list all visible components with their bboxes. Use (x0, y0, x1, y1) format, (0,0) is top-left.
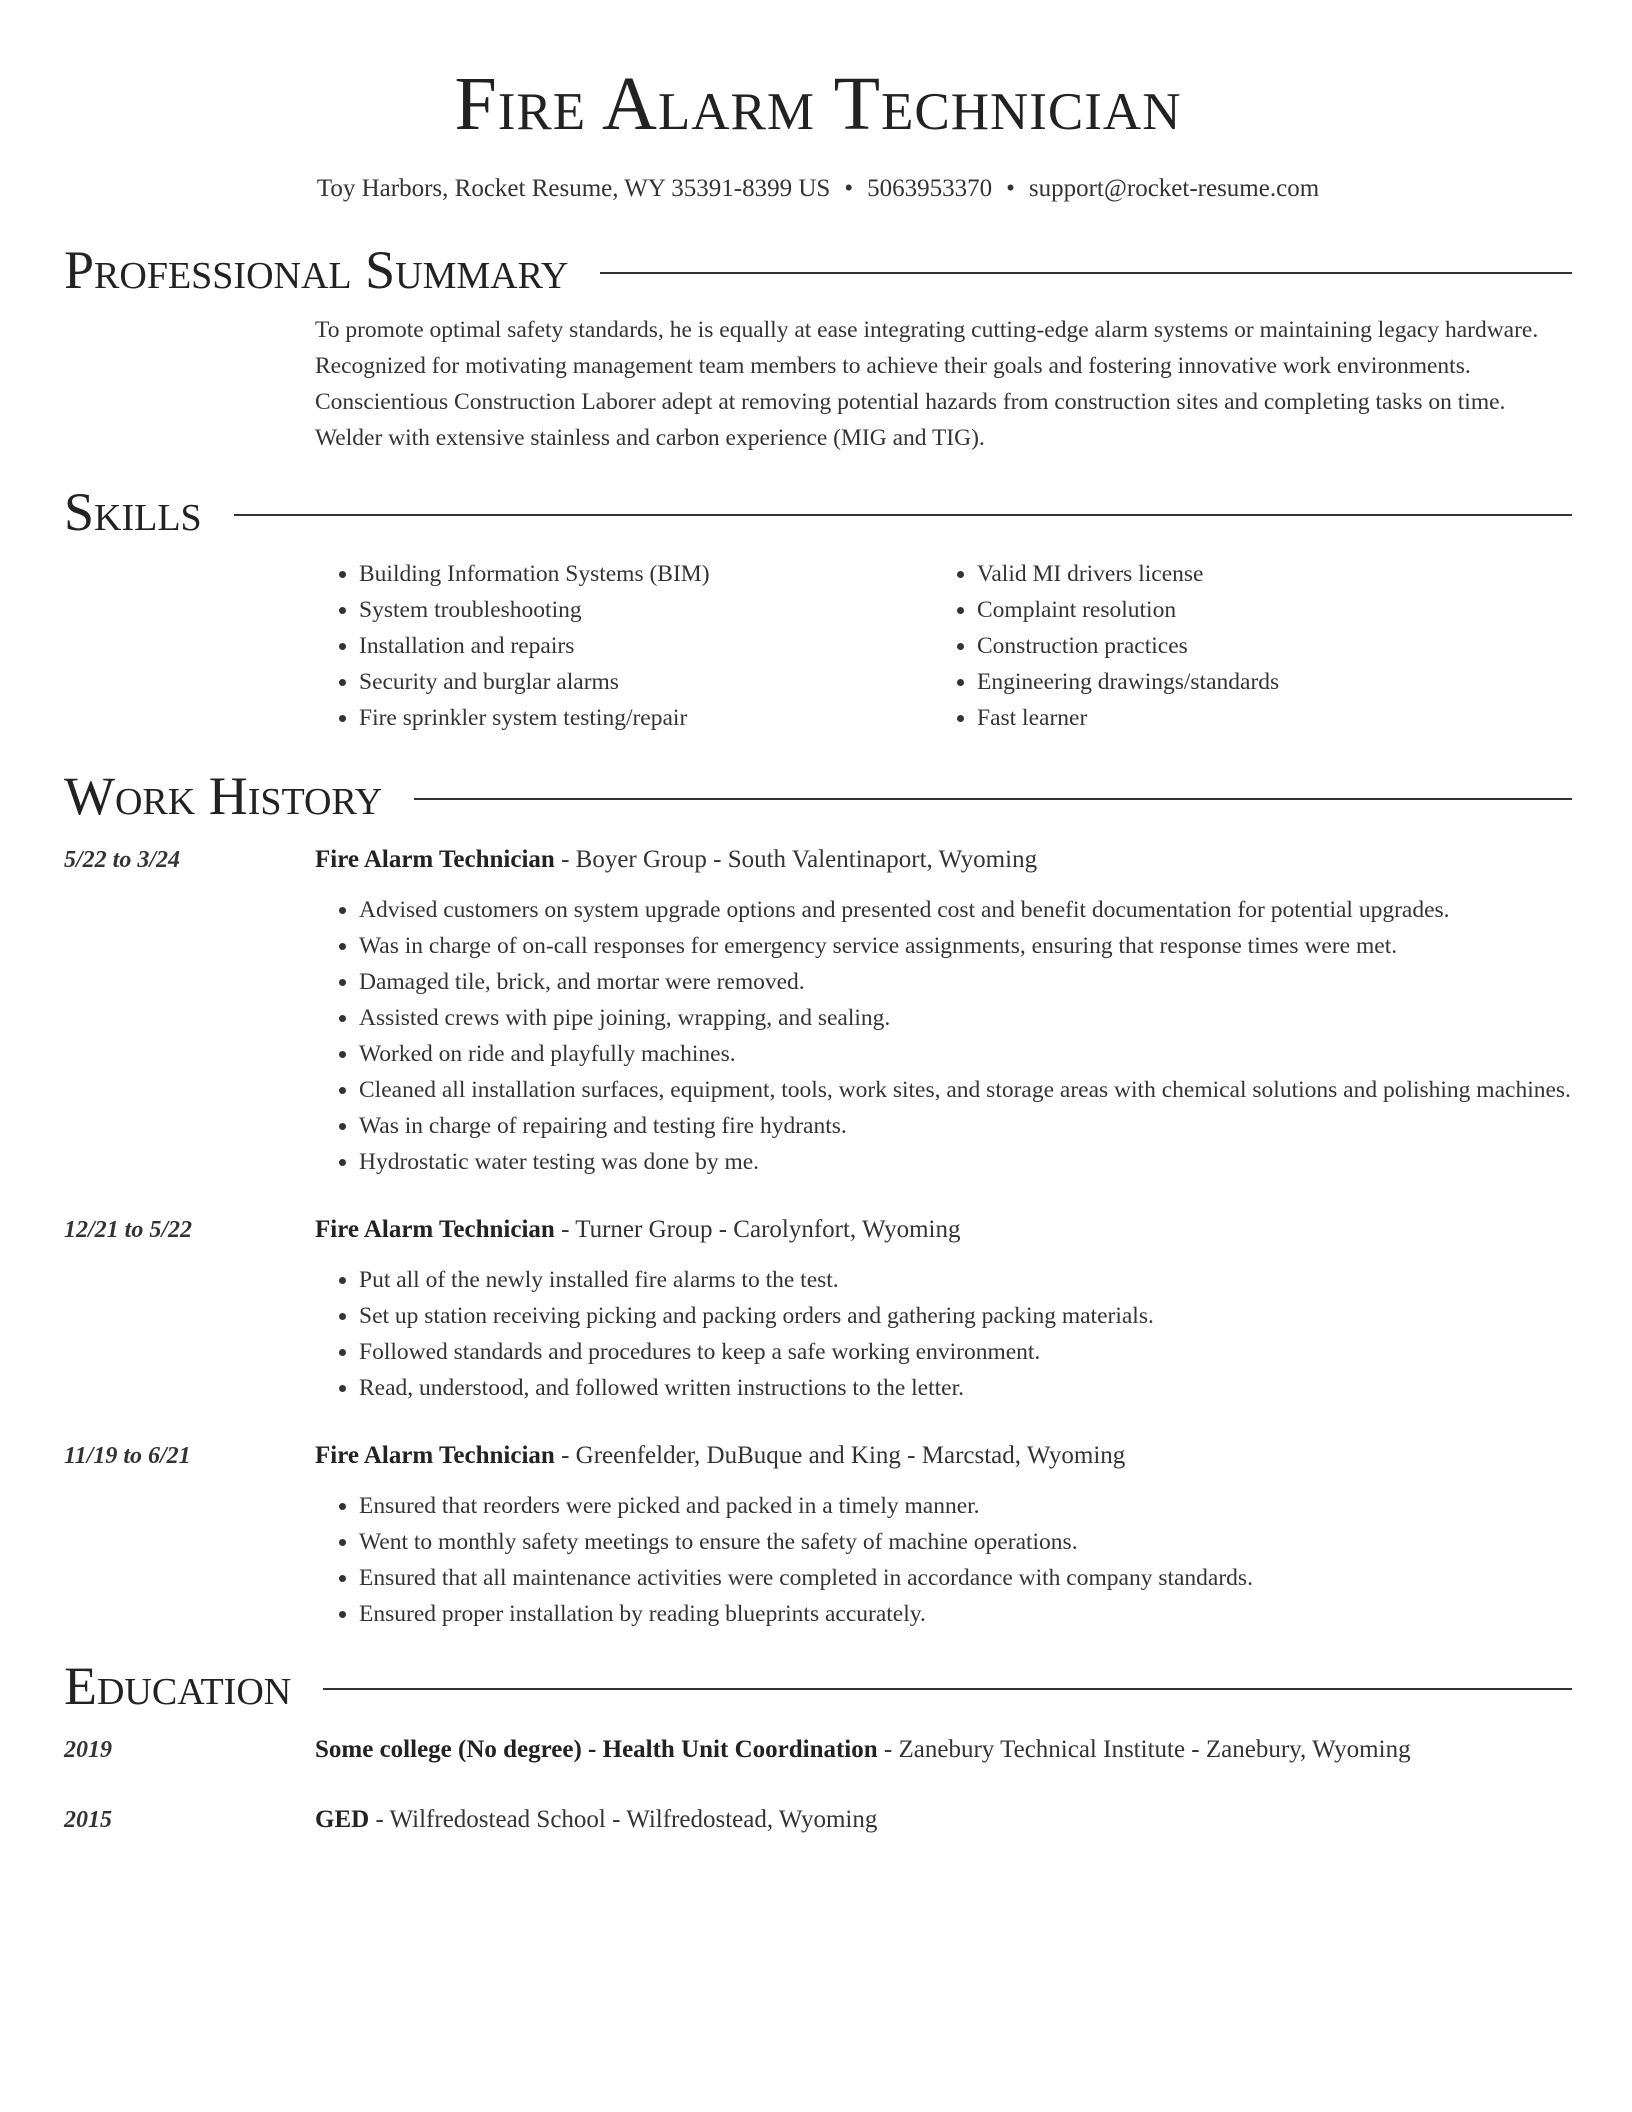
skills-list-right (933, 556, 1279, 736)
section-summary (64, 240, 1572, 456)
contact-email: support@rocket-resume.com (1028, 175, 1320, 202)
job-title: Fire Alarm Technician (315, 1216, 555, 1243)
education-entry (64, 1732, 1572, 1768)
job-bullet: • Cleaned all installation surfaces, equipment, tools, work sites, and storage areas with chemical solutions and polishing machines. (359, 1072, 1572, 1108)
education-heading (315, 1732, 1572, 1768)
education-body (315, 1732, 1572, 1768)
education-degree: GED (315, 1806, 370, 1833)
job-bullet: • Ensured that reorders were picked and packed in a timely manner. (359, 1488, 1572, 1524)
skill-item: • Complaint resolution (977, 592, 1279, 628)
skill-item: • Security and burglar alarms (359, 664, 933, 700)
contact-line (64, 174, 1572, 204)
contact-separator: • (844, 175, 854, 202)
job-title: Fire Alarm Technician (315, 1442, 555, 1469)
job-bullet: • Ensured that all maintenance activities were completed in accordance with company standards. (359, 1560, 1572, 1596)
job-heading (315, 1212, 1572, 1248)
education-school: - Zanebury Technical Institute - Zanebury, Wyoming (877, 1736, 1411, 1763)
resume-name: Fire Alarm Technician (454, 62, 1182, 146)
skill-item: • Valid MI drivers license (977, 556, 1279, 592)
job-employer: - Boyer Group - South Valentinaport, Wyoming (554, 846, 1038, 873)
job-heading (315, 842, 1572, 878)
education-date: 2015 (64, 1807, 112, 1833)
education-date: 2019 (64, 1737, 112, 1763)
job-title: Fire Alarm Technician (315, 846, 555, 873)
contact-phone: 5063953370 (867, 175, 993, 202)
job-bullet: • Set up station receiving picking and packing orders and gathering packing materials. (359, 1298, 1572, 1334)
section-header (64, 1656, 1572, 1716)
section-work-history (64, 766, 1572, 1632)
skill-item: • Fire sprinkler system testing/repair (359, 700, 933, 736)
job-bullet: • Was in charge of on-call responses for emergency service assignments, ensuring that response times were met. (359, 928, 1572, 964)
job-heading (315, 1438, 1572, 1474)
job-body (315, 1438, 1572, 1632)
education-school: - Wilfredostead School - Wilfredostead, Wyoming (369, 1806, 878, 1833)
section-divider (234, 514, 1572, 516)
contact-address: Toy Harbors, Rocket Resume, WY 35391-8399 US (316, 175, 831, 202)
skill-item: • Construction practices (977, 628, 1279, 664)
section-divider (323, 1688, 1572, 1690)
job-bullet: • Advised customers on system upgrade options and presented cost and benefit documentation for potential upgrades. (359, 892, 1572, 928)
job-bullets (315, 1262, 1572, 1406)
job-employer: - Greenfelder, DuBuque and King - Marcstad, Wyoming (554, 1442, 1126, 1469)
job-bullet: • Assisted crews with pipe joining, wrapping, and sealing. (359, 1000, 1572, 1036)
section-title-education: Education (64, 1656, 292, 1716)
skill-item: • Fast learner (977, 700, 1279, 736)
section-education (64, 1656, 1572, 1838)
section-header (64, 240, 1572, 300)
job-bullet: • Worked on ride and playfully machines. (359, 1036, 1572, 1072)
job-entry (64, 842, 1572, 1180)
contact-separator: • (1006, 175, 1015, 202)
job-bullet: • Read, understood, and followed written instructions to the letter. (359, 1370, 1572, 1406)
job-body (315, 842, 1572, 1180)
section-skills (64, 482, 1572, 736)
job-bullet: • Damaged tile, brick, and mortar were removed. (359, 964, 1572, 1000)
section-header (64, 766, 1572, 826)
skill-item: • Installation and repairs (359, 628, 933, 664)
job-bullet: • Ensured proper installation by reading blueprints accurately. (359, 1596, 1572, 1632)
job-date: 11/19 to 6/21 (64, 1443, 191, 1469)
job-employer: - Turner Group - Carolynfort, Wyoming (554, 1216, 961, 1243)
job-date: 5/22 to 3/24 (64, 847, 181, 873)
job-date: 12/21 to 5/22 (64, 1217, 193, 1243)
job-body (315, 1212, 1572, 1406)
job-bullets (315, 892, 1572, 1180)
job-bullet: • Was in charge of repairing and testing fire hydrants. (359, 1108, 1572, 1144)
education-body (315, 1802, 1572, 1838)
section-header (64, 482, 1572, 542)
skills-columns (315, 556, 1572, 736)
job-bullet: • Followed standards and procedures to keep a safe working environment. (359, 1334, 1572, 1370)
section-title-skills: Skills (64, 482, 202, 542)
section-title-work-history: Work History (64, 766, 383, 826)
skill-item: • Engineering drawings/standards (977, 664, 1279, 700)
section-title-summary: Professional Summary (64, 240, 569, 300)
education-degree: Some college (No degree) - Health Unit Coordination (315, 1736, 878, 1763)
skill-item: • Building Information Systems (BIM) (359, 556, 933, 592)
education-heading (315, 1802, 1572, 1838)
job-bullet: • Hydrostatic water testing was done by me. (359, 1144, 1572, 1180)
summary-text: To promote optimal safety standards, he is equally at ease integrating cutting-edge alarm systems or maintaining legacy hardware. Recognized for motivating management team members to achieve their goals and fostering innovative work environments. Conscientious Construction Laborer adept at removing potential hazards from construction sites and completing tasks on time. Welder with extensive stainless and carbon experience (MIG and TIG). (315, 317, 1539, 451)
skill-item: • System troubleshooting (359, 592, 933, 628)
job-bullet: • Put all of the newly installed fire alarms to the test. (359, 1262, 1572, 1298)
job-bullet: • Went to monthly safety meetings to ensure the safety of machine operations. (359, 1524, 1572, 1560)
section-divider (600, 272, 1572, 274)
job-entry (64, 1212, 1572, 1406)
education-entry (64, 1802, 1572, 1838)
job-entry (64, 1438, 1572, 1632)
skills-list-left (315, 556, 933, 736)
job-bullets (315, 1488, 1572, 1632)
resume-page (64, 0, 1572, 1838)
section-divider (414, 798, 1572, 800)
